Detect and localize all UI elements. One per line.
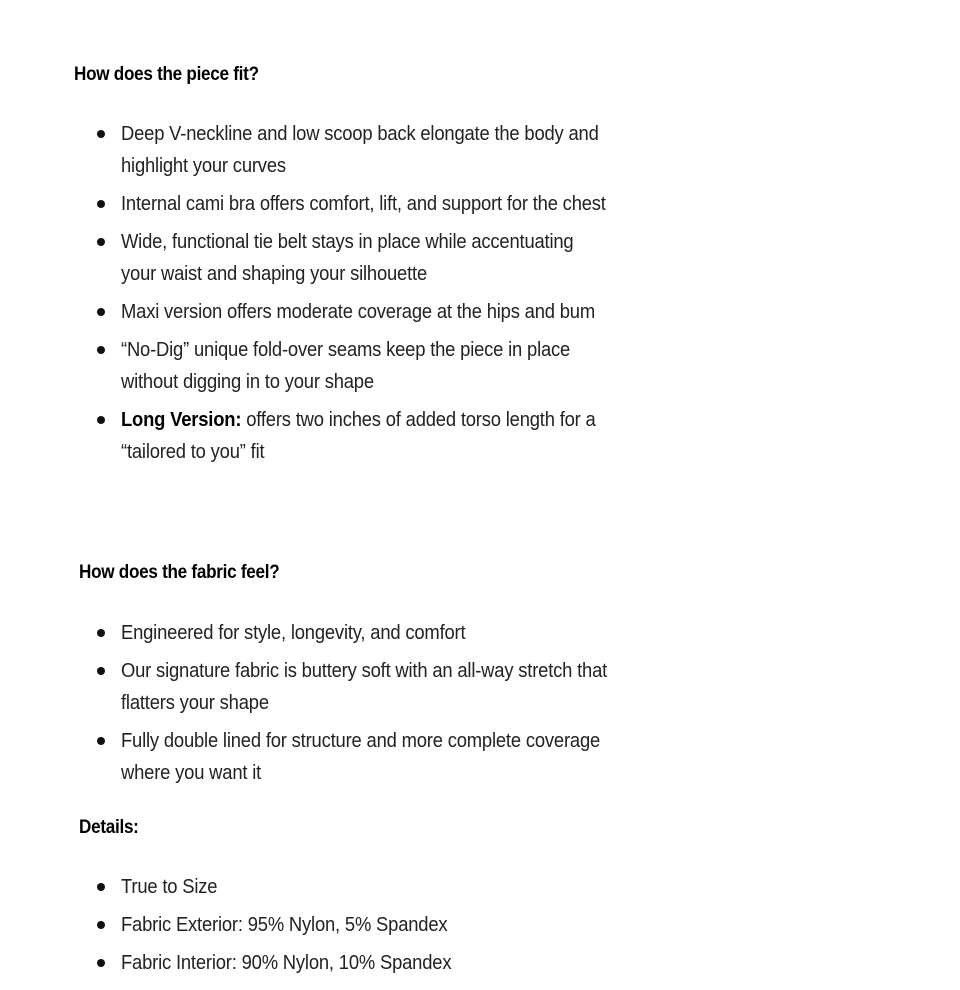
list-item-text: Fully double lined for structure and more complete coverage where you want it <box>121 730 601 784</box>
list-item-text: Engineered for style, longevity, and comfort <box>121 622 466 644</box>
bullet-icon <box>97 959 105 967</box>
list-item-text: Internal cami bra offers comfort, lift, and support for the chest <box>121 193 606 215</box>
bullet-icon <box>97 667 105 675</box>
list-item-text: Deep V-neckline and low scoop back elongate the body and highlight your curves <box>121 123 599 177</box>
list-item-text: Fabric Interior: 90% Nylon, 10% Spandex <box>121 952 452 974</box>
list-item <box>0 617 611 649</box>
list-item <box>0 655 611 719</box>
fit-heading: How does the piece fit? <box>74 64 259 85</box>
bullet-icon <box>97 416 105 424</box>
bullet-icon <box>97 737 105 745</box>
list-item <box>0 118 611 182</box>
bullet-icon <box>97 883 105 891</box>
bullet-icon <box>97 346 105 354</box>
bullet-icon <box>97 629 105 637</box>
list-item <box>0 725 611 789</box>
bullet-icon <box>97 238 105 246</box>
details-list <box>0 871 960 985</box>
bullet-icon <box>97 130 105 138</box>
fit-list <box>0 118 960 474</box>
list-item <box>0 188 611 220</box>
list-item-text: Fabric Exterior: 95% Nylon, 5% Spandex <box>121 914 448 936</box>
list-item-text <box>121 404 609 468</box>
list-item-text: Our signature fabric is buttery soft with an all-way stretch that flatters your shape <box>121 660 608 714</box>
list-item-text: “No-Dig” unique fold-over seams keep the piece in place without digging in to your shape <box>121 339 571 393</box>
bullet-icon <box>97 921 105 929</box>
bullet-icon <box>97 308 105 316</box>
bullet-icon <box>97 200 105 208</box>
list-item <box>0 404 611 468</box>
fabric-list <box>0 617 960 795</box>
fabric-heading: How does the fabric feel? <box>79 562 280 583</box>
list-item-text: True to Size <box>121 876 218 898</box>
list-item <box>0 871 611 903</box>
list-item-text: Wide, functional tie belt stays in place while accentuating your waist and shaping your silhouette <box>121 231 574 285</box>
list-item <box>0 334 611 398</box>
list-item <box>0 909 611 941</box>
details-heading: Details: <box>79 817 139 838</box>
list-item <box>0 226 611 290</box>
long-version-text: offers two inches of added torso length for a “tailored to you” fit <box>121 409 596 463</box>
list-item-text: Maxi version offers moderate coverage at the hips and bum <box>121 301 595 323</box>
long-version-label: Long Version: <box>121 409 242 431</box>
list-item <box>0 296 611 328</box>
list-item <box>0 947 611 979</box>
